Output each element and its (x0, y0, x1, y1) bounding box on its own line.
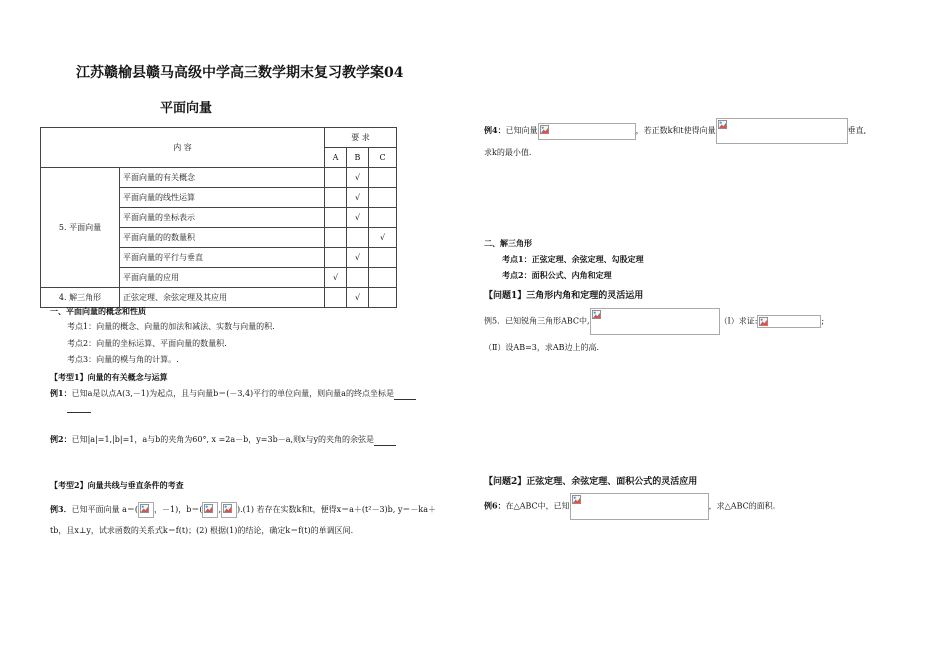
example-4-text: 已知向量 (505, 126, 538, 135)
item-7: 正弦定理、余弦定理及其应用 (120, 288, 325, 308)
mark-c (369, 288, 397, 308)
mark-b: √ (347, 208, 369, 228)
example-6-text: 在△ABC中，已知 (505, 501, 570, 511)
example-6-label: 例6： (484, 500, 506, 511)
answer-blank (374, 435, 396, 446)
example-4-text: ，若正数k和t使得向量 (635, 126, 716, 135)
example-4 (484, 118, 866, 144)
mark-a (325, 248, 347, 268)
example-5-text: ; (821, 316, 825, 326)
mark-b (347, 268, 369, 288)
formula-image (202, 502, 218, 518)
broken-image-icon (540, 125, 549, 134)
formula-image (757, 315, 821, 328)
example-1 (50, 388, 416, 400)
type-2-heading: 【考型2】向量共线与垂直条件的考查 (50, 480, 184, 490)
example-4-label: 例4： (484, 125, 506, 135)
broken-image-icon (718, 120, 727, 129)
example-5-text: 例5．已知锐角三角形ABC中, (484, 316, 590, 326)
content-header: 内 容 (41, 128, 325, 168)
requirements-table (40, 127, 397, 308)
example-3-label: 例3． (50, 504, 72, 514)
mark-b: √ (347, 188, 369, 208)
level-b: B (347, 148, 369, 168)
formula-image (221, 502, 237, 518)
group-vectors: 5. 平面向量 (41, 168, 120, 288)
example-5-text: （Ⅰ）求证: (719, 316, 758, 326)
key-point-2: 考点2：向量的坐标运算、平面向量的数量积. (67, 339, 227, 348)
item-4: 平面向量的的数量积 (120, 228, 325, 248)
formula-image (538, 123, 636, 140)
problem-2-heading: 【问题2】正弦定理、余弦定理、面积公式的灵活应用 (484, 477, 698, 487)
example-3 (50, 502, 436, 518)
page-subtitle: 平面向量 (160, 101, 213, 116)
answer-blank (394, 389, 416, 400)
example-3-text: ).(1) 若存在实数k和t，便得x＝a＋(t²－3)b, y＝－ka＋ (237, 505, 436, 514)
mark-a: √ (325, 268, 347, 288)
broken-image-icon (204, 504, 213, 513)
item-1: 平面向量的有关概念 (120, 168, 325, 188)
formula-image (716, 118, 848, 144)
example-5-part-2: （Ⅱ）设AB=3，求AB边上的高. (484, 343, 600, 352)
mark-b: √ (347, 288, 369, 308)
example-4-text: 垂直, (847, 126, 867, 135)
example-2-label: 例2： (50, 434, 72, 444)
type-1-heading: 【考型1】向量的有关概念与运算 (50, 372, 168, 382)
mark-a (325, 188, 347, 208)
answer-blank (67, 412, 91, 413)
key-point-1: 考点1：向量的概念、向量的加法和减法、实数与向量的积. (67, 322, 275, 331)
example-3-text: ，－1)，b＝( (154, 505, 203, 514)
group-triangles: 4. 解三角形 (41, 288, 120, 308)
example-1-label: 例1： (50, 388, 72, 398)
broken-image-icon (572, 495, 581, 504)
formula-image (590, 308, 720, 335)
broken-image-icon (759, 317, 768, 326)
key-point-3: 考点3：向量的模与角的计算。. (67, 355, 179, 364)
mark-a (325, 168, 347, 188)
mark-c (369, 168, 397, 188)
mark-c (369, 188, 397, 208)
mark-b: √ (347, 168, 369, 188)
level-a: A (325, 148, 347, 168)
item-5: 平面向量的平行与垂直 (120, 248, 325, 268)
example-6 (484, 493, 775, 520)
broken-image-icon (592, 310, 601, 319)
broken-image-icon (140, 504, 149, 513)
broken-image-icon (223, 504, 232, 513)
formula-image (570, 493, 709, 520)
mark-c (369, 248, 397, 268)
mark-a (325, 288, 347, 308)
triangle-key-point-1: 考点1：正弦定理、余弦定理、勾股定理 (502, 254, 644, 264)
example-2-text: 已知|a|=1,|b|=1，a与b的夹角为60°, x =2a－b，y=3b－a,则x与y的夹角的余弦是 (71, 435, 375, 444)
section-vectors: 一、平面向量的概念和性质 (50, 306, 146, 316)
mark-c (369, 268, 397, 288)
item-6: 平面向量的应用 (120, 268, 325, 288)
page-title: 江苏赣榆县赣马高级中学高三数学期末复习教学案04 (76, 65, 404, 81)
formula-image (138, 502, 154, 518)
mark-a (325, 228, 347, 248)
example-3-text: 已知平面向量 a＝( (71, 505, 139, 514)
example-4-question: 求k的最小值. (484, 148, 532, 157)
mark-c (369, 208, 397, 228)
example-6-text: ，求△ABC的面积. (708, 501, 776, 511)
example-3-continued: tb，且x⊥y，试求函数的关系式k＝f(t)；(2) 根据(1)的结论，确定k＝f(t)的单调区间. (50, 526, 354, 535)
example-3-text: , (218, 505, 222, 514)
mark-c: √ (369, 228, 397, 248)
item-2: 平面向量的线性运算 (120, 188, 325, 208)
mark-a (325, 208, 347, 228)
mark-b: √ (347, 248, 369, 268)
triangle-key-point-2: 考点2：面积公式、内角和定理 (502, 270, 612, 280)
level-c: C (369, 148, 397, 168)
mark-b (347, 228, 369, 248)
requirement-header: 要 求 (325, 128, 397, 148)
problem-1-heading: 【问题1】三角形内角和定理的灵活运用 (484, 291, 644, 301)
example-1-text: 已知a是以点A(3,－1)为起点，且与向量b＝(－3,4)平行的单位向量，则向量a的终点坐标是 (71, 389, 394, 398)
section-triangles: 二、解三角形 (484, 238, 532, 248)
example-2 (50, 434, 396, 446)
item-3: 平面向量的坐标表示 (120, 208, 325, 228)
example-5 (484, 308, 824, 335)
